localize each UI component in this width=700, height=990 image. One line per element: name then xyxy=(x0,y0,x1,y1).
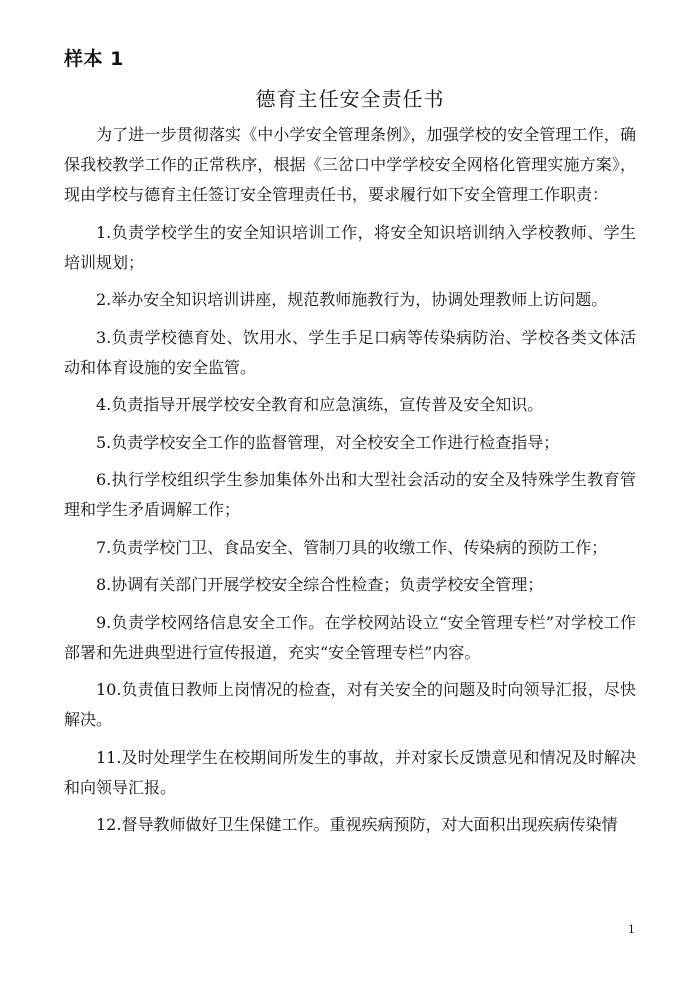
page-number: 1 xyxy=(628,923,635,936)
duty-item-1: 1.负责学校学生的安全知识培训工作，将安全知识培训纳入学校教师、学生培训规划； xyxy=(64,222,636,272)
duty-item-3: 3.负责学校德育处、饮用水、学生手足口病等传染病防治、学校各类文体活动和体育设施的安全监管。 xyxy=(64,327,636,377)
duty-item-9: 9.负责学校网络信息安全工作。在学校网站设立“安全管理专栏”对学校工作部署和先进典型进行宣传报道，充实“安全管理专栏”内容。 xyxy=(64,612,636,662)
duty-item-5: 5.负责学校安全工作的监督管理，对全校安全工作进行检查指导； xyxy=(96,432,560,452)
intro-paragraph: 为了进一步贯彻落实《中小学安全管理条例》，加强学校的安全管理工作，确保我校教学工作的正常秩序，根据《三岔口中学学校安全网格化管理实施方案》，现由学校与德育主任签订安全管理责任书，要求履行如下安全管理工作职责： xyxy=(64,125,636,204)
duty-item-12: 12.督导教师做好卫生保健工作。重视疾病预防，对大面积出现疾病传染情 xyxy=(96,815,618,834)
duty-item-8: 8.协调有关部门开展学校安全综合性检查；负责学校安全管理； xyxy=(96,575,544,594)
duty-item-10: 10.负责值日教师上岗情况的检查，对有关安全的问题及时向领导汇报，尽快解决。 xyxy=(64,680,636,729)
sample-label: 样本 1 xyxy=(64,48,124,70)
duty-item-2: 2.举办安全知识培训讲座，规范教师施教行为，协调处理教师上访问题。 xyxy=(96,290,608,309)
duty-item-7: 7.负责学校门卫、食品安全、管制刀具的收缴工作、传染病的预防工作； xyxy=(96,537,608,557)
duty-item-4: 4.负责指导开展学校安全教育和应急演练，宣传普及安全知识。 xyxy=(96,395,544,414)
duty-item-11: 11.及时处理学生在校期间所发生的事故，并对家长反馈意见和情况及时解决和向领导汇报。 xyxy=(64,747,636,797)
document-title: 德育主任安全责任书 xyxy=(255,87,445,111)
duty-item-6: 6.执行学校组织学生参加集体外出和大型社会活动的安全及特殊学生教育管理和学生矛盾调解工作； xyxy=(64,470,636,519)
document-body xyxy=(64,120,636,848)
